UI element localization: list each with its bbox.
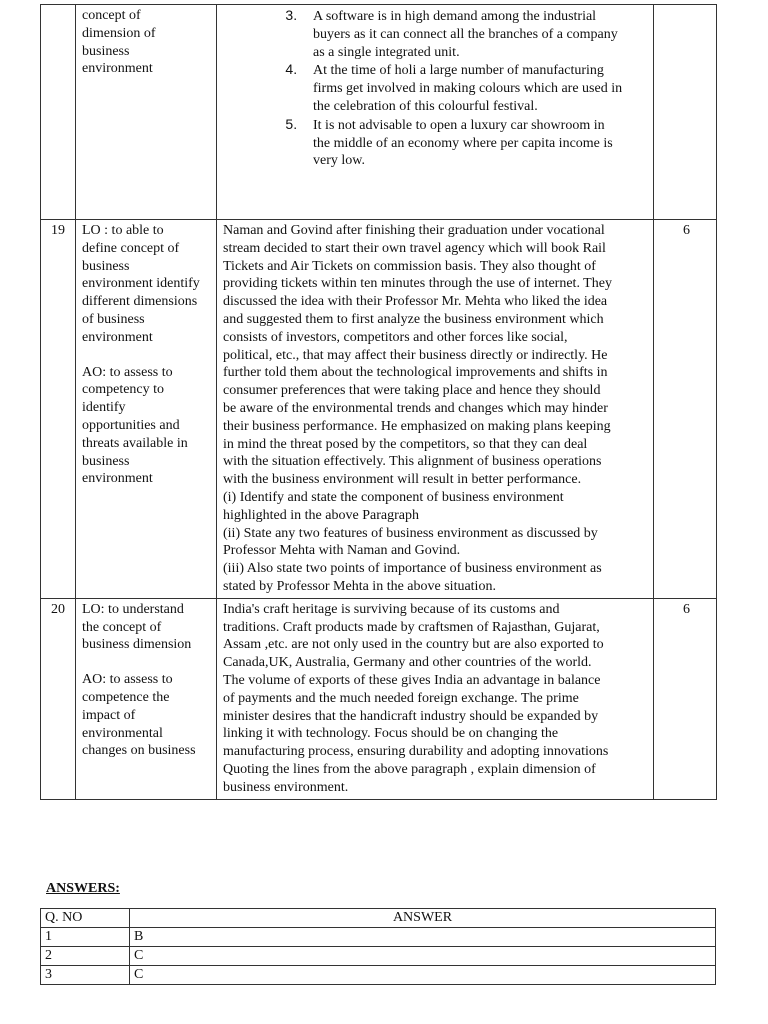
question-number: 19 [41, 220, 76, 599]
answer-qno: 1 [41, 928, 130, 947]
scenario-item: 5. It is not advisable to open a luxury car showroom in the middle of an economy where per capita income is very low. [301, 116, 650, 170]
scenario-item: 3. A software is in high demand among the industrial buyers as it can connect all the branches of a company as a single integrated unit. [301, 7, 650, 61]
answer-row [41, 966, 716, 985]
question-number [41, 5, 76, 220]
question-row-20 [41, 598, 717, 799]
answer-qno: 2 [41, 947, 130, 966]
answer-column-header: ANSWER [130, 909, 716, 928]
qno-column-header: Q. NO [41, 909, 130, 928]
scenario-item: 4. At the time of holi a large number of manufacturing firms get involved in making colours which are used in the celebration of this colourful festival. [301, 61, 650, 115]
question-text-cell [217, 5, 654, 220]
marks-cell: 6 [654, 220, 717, 599]
assessment-objective-text: AO: to assess to competency to identify opportunities and threats available in business environment [82, 364, 188, 487]
answers-header-row [41, 909, 716, 928]
question-row-19 [41, 220, 717, 599]
answer-value: C [130, 966, 716, 985]
learning-outcome-text: concept of dimension of business environment [82, 8, 156, 77]
marks-cell [654, 5, 717, 220]
question-text: India's craft heritage is surviving because of its customs and traditions. Craft products made by craftsmen of Rajasthan, Gujarat, Assam ,etc. are not only used in the country but are also exported to Canada,UK, Australia, Germany and other countries of the world. The volume of exports of these gives India an advantage in balance of payments and the much needed foreign exchange. The prime minister desires that the handicraft industry should be expanded by linking it with technology. Focus should be on changing the manufacturing process, ensuring durability and adopting innovations Quoting the lines from the above paragraph , explain dimension of business environment. [217, 598, 654, 799]
learning-outcome-cell [76, 5, 217, 220]
learning-outcome-cell [76, 598, 217, 799]
marks-cell: 6 [654, 598, 717, 799]
answers-table [40, 908, 716, 985]
question-number: 20 [41, 598, 76, 799]
answers-heading: ANSWERS: [46, 881, 120, 896]
question-row-18-continued [41, 5, 717, 220]
learning-outcome-text: LO: to understand the concept of business dimension [82, 601, 192, 653]
assessment-objective-text: AO: to assess to competence the impact of environmental changes on business [82, 672, 196, 759]
answer-row [41, 928, 716, 947]
scenario-list [223, 7, 650, 170]
question-text: Naman and Govind after finishing their graduation under vocational stream decided to start their own travel agency which will book Rail Tickets and Air Tickets on commission basis. They also thought of providing tickets within ten minutes through the use of internet. They discussed the idea with their Professor Mr. Mehta who liked the idea and suggested them to first analyze the business environment which consists of investors, competitors and other forces like social, political, etc., that may affect their business directly or indirectly. He further told them about the technological improvements and shifts in consumer preferences that were taking place and hence they should be aware of the environmental trends and changes which may hinder their business performance. He emphasized on making plans keeping in mind the threat posed by the competitors, so that they can deal with the situation effectively. This alignment of business operations with the business environment will result in better performance. (i) Identify and state the component of business environment highlighted in the above Paragraph (ii) State any two features of business environment as discussed by Professor Mehta with Naman and Govind. (iii) Also state two points of importance of business environment as stated by Professor Mehta in the above situation. [217, 220, 654, 599]
learning-outcome-text: LO : to able to define concept of business environment identify different dimensions of business environment [82, 223, 200, 345]
answer-qno: 3 [41, 966, 130, 985]
answer-row [41, 947, 716, 966]
learning-outcome-cell [76, 220, 217, 599]
answer-value: C [130, 947, 716, 966]
answer-value: B [130, 928, 716, 947]
question-table [40, 4, 717, 800]
